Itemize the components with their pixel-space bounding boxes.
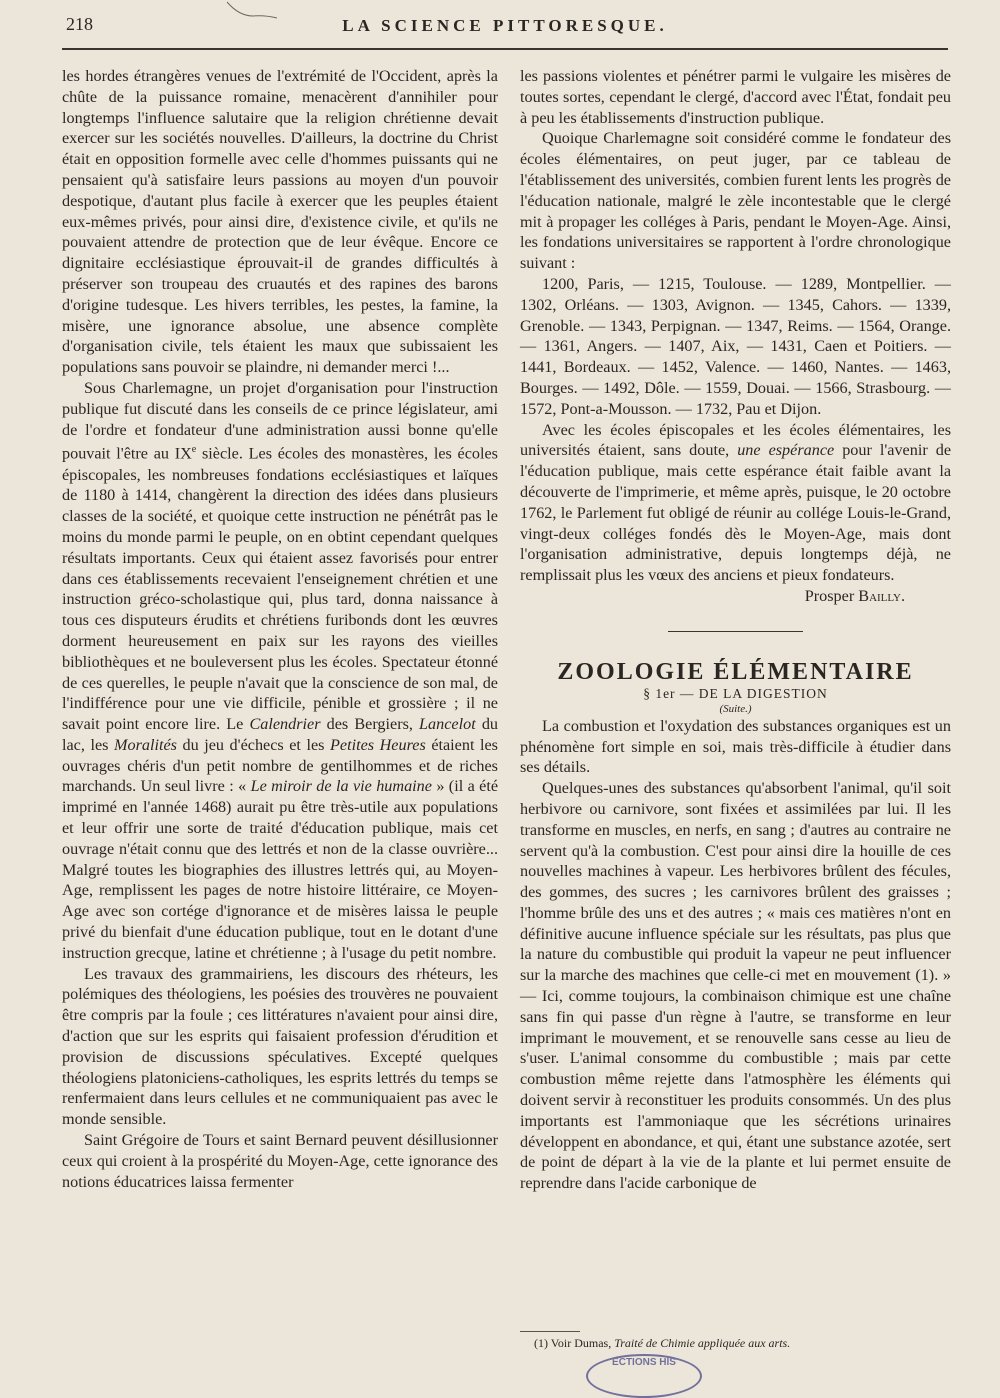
footnote-rule <box>520 1331 580 1332</box>
running-title: LA SCIENCE PITTORESQUE. <box>342 16 668 35</box>
paragraph: La combustion et l'oxydation des substances organiques est un phénomène fort simple en soi, mais très-difficile à étudier dans ses détails. <box>520 716 951 777</box>
paragraph: Sous Charlemagne, un projet d'organisation pour l'instruction publique fut discuté dans les conseils de ce prince législateur, ami de l'ordre et fondateur d'une administration aussi bonne qu'elle pouvait l'être au IXe siècle. Les écoles des monastères, les écoles épiscopales, les nombreuses fondations ecclésiastiques et laïques de 1180 à 1414, changèrent la direction des idées dans plusieurs classes de la société, et quoique cette instruction ne pénétrât pas le moins du monde parmi le peuple, on en obtint cependant quelques résultats importants. Ceux qui étaient assez favorisés pour entrer dans ces établissements recevaient l'enseignement chrétien et une instruction gréco-scholastique qui, plus tard, donna naissance à tous ces disputeurs érudits et chrétiens furibonds dont les œuvres dorment heureusement en paix sur les rayons des vieilles bibliothèques et ne bouleversent plus les écoles. Spectateur étonné de ces querelles, le peuple n'avait que la conscience de son mal, de l'indifférence pour une vie difficile, pénible et grossière ; il ne savait point encore lire. Le Calendrier des Bergiers, Lancelot du lac, les Moralités du jeu d'échecs et les Petites Heures étaient les ouvrages chéris d'un petit nombre de gentilhommes et de riches marchands. Un seul livre : « Le miroir de la vie humaine » (il a été imprimé en l'année 1468) aurait pu être très-utile aux populations et leur offrir une sorte de traité d'éducation publique, mais cet ouvrage n'était connu que des lettrés et non de la classe ouvrière... Malgré toutes les biographies des illustres lettrés qui, au Moyen-Age, remplissent les pages de notre histoire littéraire, ce Moyen-Age avec son cortége d'ignorance et de misères laissa le peuple privé du bienfait d'une éducation publique, tout en le dotant d'une instruction grecque, latine et chrétienne ; à l'usage du petit nombre. <box>62 378 499 962</box>
pen-mark-decoration <box>225 0 285 22</box>
page-header <box>62 8 948 38</box>
paragraph: Quoique Charlemagne soit considéré comme le fondateur des écoles élémentaires, on peut juger, par ce tableau de l'établissement des universités, combien furent lents les progrès de l'éducation nationale, malgré le zèle incontestable que le clergé mit à propager les colléges à Paris, pendant le Moyen-Age. Ainsi, les fondations universitaires se rapportent à l'ordre chronologique suivant : <box>520 129 951 273</box>
footnote: (1) Voir Dumas, Traité de Chimie appliquée aux arts. <box>534 1336 791 1350</box>
paragraph: Quelques-unes des substances qu'absorbent l'animal, qu'il soit herbivore ou carnivore, sont fixées et assimilées par lui. Il les transforme en muscles, en nerfs, en sang ; d'autres au contraire ne servent qu'à la combustion. C'est pour ainsi dire la houille de ces nouvelles machines à vapeur. Les herbivores brûlent des fécules, des gommes, des sucres ; les carnivores brûlent des graisses ; l'homme brûle des uns et des autres ; « mais ces matières n'ont en définitive aucune influence spéciale sur les résultats, pas plus que la nature du combustible qui produit la vapeur ne peut influencer sur la marche des machines que celle-ci met en mouvement (1). » — Ici, comme toujours, la combinaison chimique est une chaîne sans fin qui passe d'un règne à l'autre, se transforme en leur imprimant le mouvement, et se renouvelle sans cesse au lieu de s'user. L'animal consomme du combustible ; mais par cette combustion même rejette dans l'atmosphère les éléments qui doivent servir à reconstituer les produits consommés. Un des plus importants est l'ammoniaque que les sécrétions urinaires développent en abondance, et qui, étant une substance azotée, sert de point de départ à la vie de la plante et lui permet ensuite de reprendre dans l'acide carbonique de <box>520 779 951 1193</box>
section-suite-label: (Suite.) <box>719 702 752 715</box>
right-column <box>520 66 951 1194</box>
section-title: ZOOLOGIE ÉLÉMENTAIRE <box>557 658 914 685</box>
page-number: 218 <box>66 14 93 34</box>
library-stamp: ECTIONS HIS <box>586 1354 702 1398</box>
paragraph: Saint Grégoire de Tours et saint Bernard peuvent désillusionner ceux qui croient à la prospérité du Moyen-Age, cette ignorance des notions éducatrices laissa fermenter <box>62 1131 498 1191</box>
paragraph: Les travaux des grammairiens, les discours des rhéteurs, les polémiques des théologiens, les poésies des trouvères ne pouvaient être compris par la foule ; ces littératures n'avaient pour ainsi dire, d'action que sur les esprits qui faisaient profession d'érudition et provision de discussions spéculatives. Excepté quelques théologiens platoniciens-catholiques, les esprits lettrés du temps se renfermaient dans leurs cellules et ne communiquaient pas avec le monde sensible. <box>62 964 498 1129</box>
paragraph: Avec les écoles épiscopales et les écoles élémentaires, les universités étaient, sans doute, une espérance pour l'avenir de l'éducation publique, mais cette espérance était faible avant la découverte de l'imprimerie, et même après, puisque, le 20 octobre 1762, le Parlement fut obligé de réunir au collége Louis-le-Grand, vingt-deux colléges fondés dès le Moyen-Age, mais dont l'organisation administrative, depuis longtemps déjà, ne remplissait plus les vœux des anciens et pieux fondateurs. <box>520 420 952 585</box>
paragraph: les passions violentes et pénétrer parmi le vulgaire les misères de toutes sortes, cependant le clergé, d'accord avec l'État, fondait peu à peu les établissements d'instruction publique. <box>520 67 951 127</box>
university-dates-list: 1200, Paris, — 1215, Toulouse. — 1289, Montpellier. — 1302, Orléans. — 1303, Avignon. — 1345, Cahors. — 1339, Grenoble. — 1343, Perpignan. — 1347, Reims. — 1564, Orange. — 1361, Angers. — 1407, Aix, — 1431, Caen et Poitiers. — 1441, Bordeaux. — 1452, Valence. — 1460, Nantes. — 1463, Bourges. — 1492, Dôle. — 1559, Douai. — 1566, Strasbourg. — 1572, Pont-a-Mousson. — 1732, Pau et Dijon. <box>520 274 951 418</box>
section-subtitle: § 1er — DE LA DIGESTION <box>643 685 828 701</box>
left-column <box>62 66 498 1192</box>
author-signature: Prosper Bailly. <box>804 586 905 605</box>
section-divider <box>668 631 803 632</box>
paragraph: les hordes étrangères venues de l'extrémité de l'Occident, après la chûte de la puissance romaine, menacèrent d'annihiler pour longtemps l'influence salutaire que la religion chrétienne devait exercer sur les sociétés nouvelles. D'ailleurs, la doctrine du Christ était en opposition formelle avec celle d'hommes puissants qui ne pensaient qu'à satisfaire leurs passions au moyen d'un pouvoir despotique, d'autant plus facile à exercer que les peuples étaient eux-mêmes privés, pour ainsi dire, d'existence civile, et qu'ils ne pouvaient attendre de protection que de leur évêque. Encore ce dignitaire ecclésiastique éprouvait-il de grandes difficultés à préserver son troupeau des cruautés et des rapines des barons d'origine tudesque. Les hivers terribles, les pestes, la famine, la misère, une ignorance absolue, une absence complète d'organisation civile, tels étaient les maux que subissaient les populations sans pouvoir se plaindre, ni demander merci !... <box>62 67 498 377</box>
header-rule <box>62 48 948 50</box>
